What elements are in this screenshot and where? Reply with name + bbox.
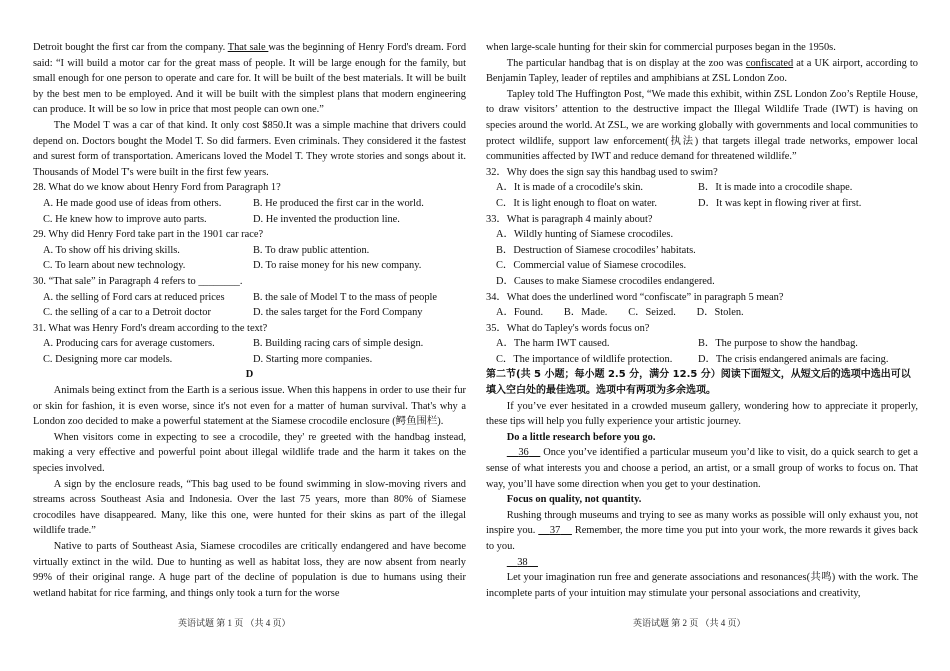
p36-text: Once you’ve identified a particular museum you’d like to visit, do a quick search to get a sense of what interests you and choose a period, an artist, or a small group of works to focus on. That way, you’ll have some direction when you get to your destination. — [486, 447, 919, 490]
tip-heading-research: Do a little research before you go. — [506, 431, 656, 443]
blank-36-number: 36 — [518, 447, 529, 459]
paragraph-36 — [486, 445, 918, 492]
q35-options-row2 — [486, 352, 918, 368]
q29-options-row2 — [33, 258, 466, 274]
q31-options-row2 — [33, 352, 466, 368]
p37-pre: Rushing through museums and trying to see as many works as possible will only exhaust you, not inspire you. — [486, 509, 918, 537]
q33-option-c: C．Commercial value of Siamese crocodiles. — [496, 260, 687, 272]
q31-option-a: A. Producing cars for average customers. — [43, 338, 215, 350]
right-column — [486, 40, 918, 601]
q30-option-d: D. the sales target for the Ford Company — [253, 307, 423, 319]
q30-option-b: B. the sale of Model T to the mass of people — [253, 291, 438, 303]
q28-option-d: D. He invented the production line. — [253, 213, 400, 225]
intro-post: was the beginning of Henry Ford's dream. Ford said: “I will build a motor car for the great mass of people. It will be large enough for the family, but small enough for one person to operate and care for. It will be built of the best materials. It will be built by the best men to be employed. And it will be built with the simplest plans that modern engineering can produce. It will be so low in price that most people can own one.” — [33, 42, 467, 116]
blank-37-number: 37 — [549, 525, 561, 537]
model-t-paragraph: The Model T was a car of that kind. It only cost $850.It was a simple machine that drivers could depend on. Doctors bought the Model T. So did farmers. Even criminals. They considered it the fastest and surest form of transportation. Americans loved the Model T. They wrote stories and songs about it. Thousands of Model T's were built in the first few years. — [33, 119, 466, 178]
blank-38 — [507, 557, 538, 568]
paragraph-38-blank — [486, 555, 918, 571]
q31-option-c: C. Designing more car models. — [43, 353, 173, 365]
intro-pre: Detroit bought the first car from the company. — [33, 42, 228, 53]
q29-options-row1 — [33, 243, 466, 259]
ford-intro-paragraph — [33, 40, 466, 118]
paragraph-38: Let your imagination run free and generate associations and resonances(共鸣) with the work. The incomplete parts of your intuition may stimulate your personal associations and creativity, — [486, 572, 918, 599]
passage-d-paragraph-3: A sign by the enclosure reads, “This bag used to be found swimming in slow-moving rivers and streams across Southeast Asia and Indonesia. Over the last 75 years, more than 80% of Siamese crocodiles have disappeared. Many, like this one, were hunted for their skins as part of the illegal wildlife trade.” — [33, 478, 466, 537]
museum-intro: If you’ve ever hesitated in a crowded museum gallery, wondering how to appreciate it properly, these tips will help you fully experience your artistic journey. — [486, 400, 918, 428]
question-35: 35．What do Tapley's words focus on? — [486, 322, 650, 334]
passage-d-paragraph-4: Native to parts of Southeast Asia, Siamese crocodiles are critically endangered and have become virtually extinct in the wild. Due to hunting as well as habitat loss, they are now absent from nearly 99% of their original range. A huge part of the decline of population is due to humans using their wetland habitat for rice farming, and things only took a turn for the worse — [33, 541, 466, 599]
q30-options-row1 — [33, 290, 466, 306]
question-32: 32．Why does the sign say this handbag used to swim? — [486, 166, 718, 178]
passage-d-paragraph-2: When visitors come in expecting to see a crocodile, they' re greeted with the handbag instead, making a very effective and powerful point about illegal wildlife trade and the harm it takes on the species involved. — [33, 431, 466, 475]
q32-option-b: B．It is made into a crocodile shape. — [698, 182, 853, 194]
blank-38-number: 38 — [517, 556, 528, 568]
question-29: 29. Why did Henry Ford take part in the 1901 car race? — [33, 229, 264, 241]
q34-options: A．Found. B．Made. C．Seized. D．Stolen. — [496, 307, 744, 319]
question-30: 30. “That sale” in Paragraph 4 refers to ________. — [33, 275, 243, 287]
q31-option-b: B. Building racing cars of simple design. — [253, 338, 424, 350]
q33-option-d: D．Causes to make Siamese crocodiles endangered. — [496, 275, 715, 287]
tip-heading-quality: Focus on quality, not quantity. — [506, 494, 642, 506]
blank-37 — [538, 525, 572, 536]
q30-options-row2 — [33, 305, 466, 321]
q29-option-d: D. To raise money for his new company. — [253, 260, 422, 272]
page-footer-1: 英语试题 第 1 页 （共 4 页） — [178, 618, 291, 628]
q33-option-a: A．Wildly hunting of Siamese crocodiles. — [496, 229, 674, 241]
blank-36 — [507, 447, 541, 458]
question-33: 33．What is paragraph 4 mainly about? — [486, 213, 653, 225]
q29-option-c: C. To learn about new technology. — [43, 260, 186, 272]
q35-option-a: A．The harm IWT caused. — [496, 338, 610, 350]
passage-d-paragraph-6: Tapley told The Huffington Post, “We made this exhibit, within ZSL London Zoo’s Reptile House, to draw visitors’ attention to the destructive impact the Illegal Wildlife Trade (IWT) is having on species around the world. At ZSL, we are working globally with governments and local communities to protect wildlife, support law enforcement(执法) that targets illegal trade networks, empower local communities affected by IWT and reduce demand for threatened wildlife.” — [486, 88, 918, 163]
q32-options-row1 — [486, 180, 918, 196]
q35-option-d: D．The crisis endangered animals are facing. — [698, 353, 889, 365]
q30-option-c: C. the selling of a car to a Detroit doctor — [43, 307, 211, 319]
q32-option-a: A．It is made of a crocodile's skin. — [496, 182, 644, 194]
underlined-that-sale: That sale — [227, 42, 269, 53]
q32-options-row2 — [486, 196, 918, 212]
p5-post: at a UK airport, according to Benjamin Tapley, leader of reptiles and amphibians at ZSL London Zoo. — [486, 57, 918, 85]
passage-d-paragraph-1: Animals being extinct from the Earth is a serious issue. When this happens in order to use their fur or skin for fashion, it is even worse, since it's not even for a matter of human survival. That's why a London zoo decided to make a powerful statement at the Siamese crocodile enclosure (鳄鱼围栏). — [33, 385, 466, 428]
q28-option-c: C. He knew how to improve auto parts. — [43, 213, 207, 225]
q35-options-row1 — [486, 336, 918, 352]
q28-options-row1 — [33, 196, 466, 212]
q28-options-row2 — [33, 212, 466, 228]
q31-option-d: D. Starting more companies. — [253, 353, 373, 365]
underlined-confiscated: confiscated — [745, 57, 794, 69]
q28-option-b: B. He produced the first car in the world. — [253, 197, 424, 209]
q28-option-a: A. He made good use of ideas from others. — [43, 197, 222, 209]
question-31: 31. What was Henry Ford's dream according to the text? — [33, 322, 268, 334]
p37-post: Remember, the more time you put into your work, the more rewards it gives back to you. — [486, 525, 919, 552]
q31-options-row1 — [33, 336, 466, 352]
question-34: 34．What does the underlined word “confiscate” in paragraph 5 mean? — [486, 291, 784, 303]
section-d-heading: D — [245, 369, 254, 381]
section-2-instructions: 第二节(共 5 小题；每小题 2.5 分，满分 12.5 分）阅读下面短文，从短文后的选项中选出可以填入空白处的最佳选项。选项中有两项为多余选项。 — [486, 369, 911, 397]
q30-option-a: A. the selling of Ford cars at reduced prices — [43, 291, 225, 303]
q29-option-b: B. To draw public attention. — [253, 244, 370, 256]
left-column — [33, 40, 466, 601]
page-footer-2: 英语试题 第 2 页 （共 4 页） — [633, 618, 746, 628]
q32-option-d: D．It was kept in flowing river at first. — [698, 197, 862, 209]
q29-option-a: A. To show off his driving skills. — [43, 244, 180, 256]
p5-pre: The particular handbag that is on display at the zoo was — [506, 57, 746, 69]
paragraph-37 — [486, 508, 918, 555]
passage-d-continuation: when large-scale hunting for their skin for commercial purposes began in the 1950s. — [486, 42, 836, 53]
q35-option-b: B．The purpose to show the handbag. — [698, 338, 858, 350]
passage-d-paragraph-5 — [486, 56, 918, 87]
q35-option-c: C．The importance of wildlife protection. — [496, 353, 673, 365]
q32-option-c: C．It is light enough to float on water. — [496, 197, 658, 209]
q33-option-b: B．Destruction of Siamese crocodiles’ habitats. — [496, 244, 696, 256]
question-28: 28. What do we know about Henry Ford from Paragraph 1? — [33, 182, 281, 194]
